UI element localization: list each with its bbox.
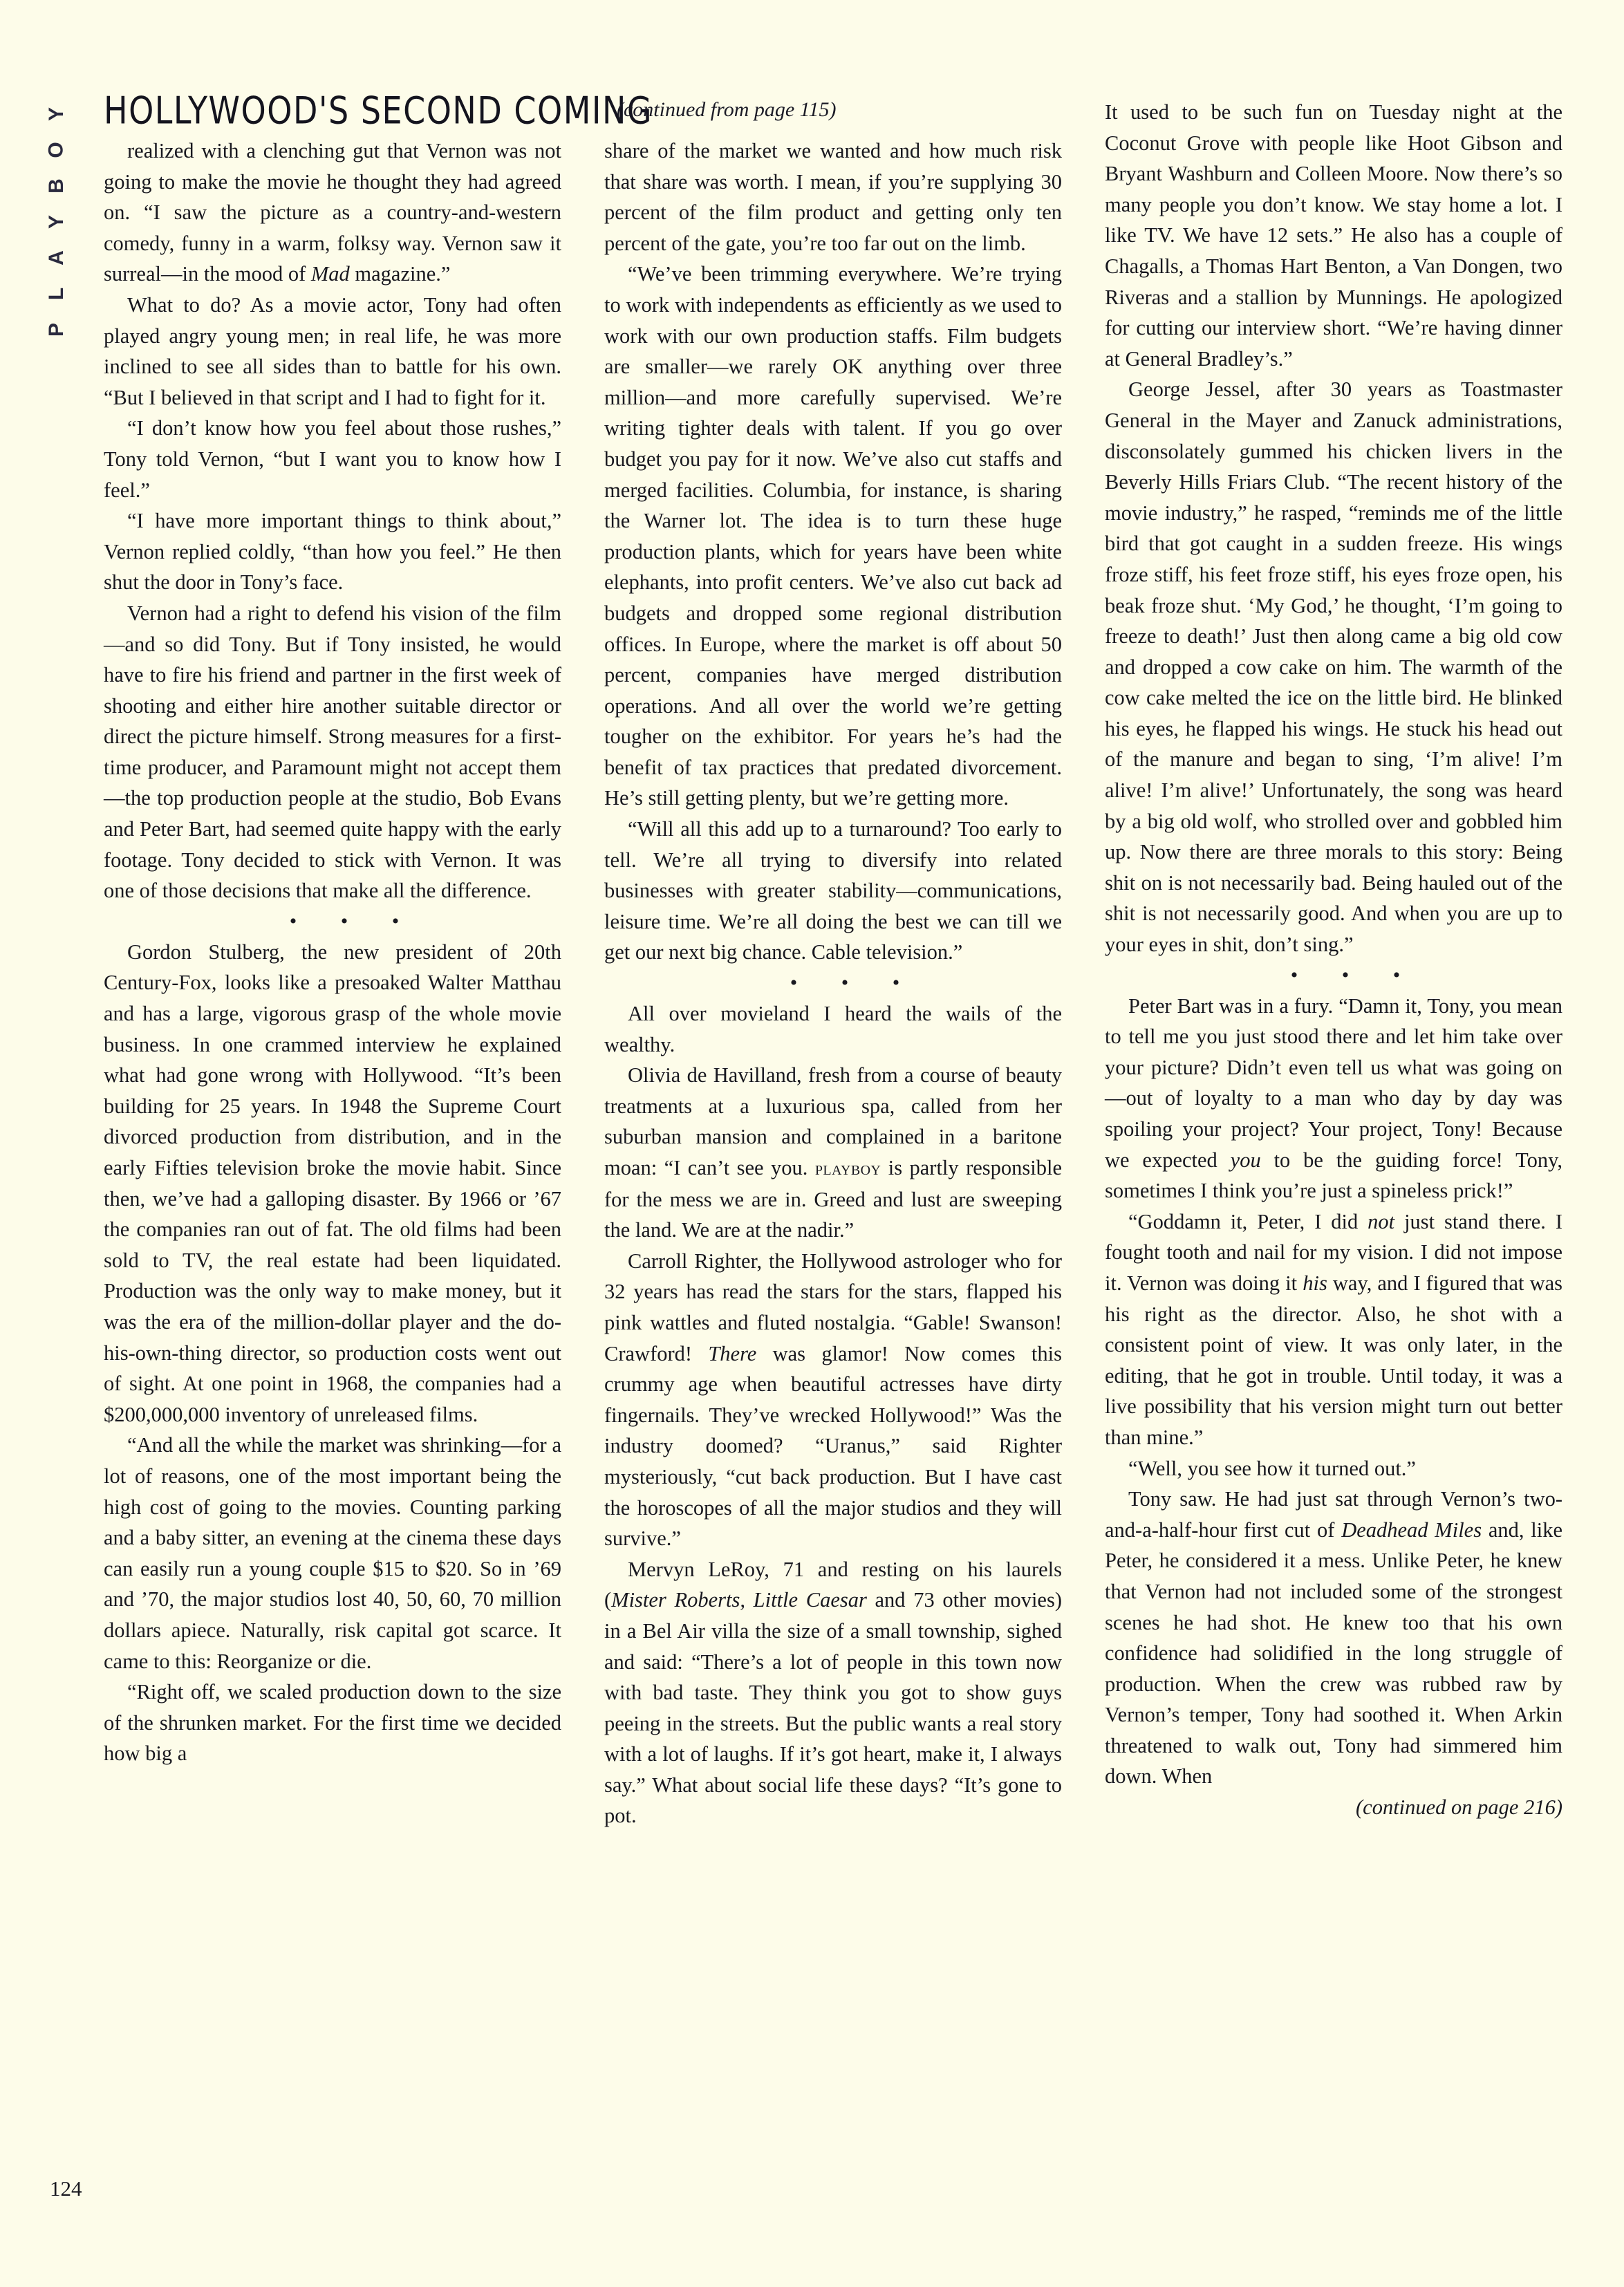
paragraph: realized with a clenching gut that Vernon was not going to make the movie he thought they had agreed on. “I saw the picture as a country-and-western comedy, funny in a warm, folksy way. Vernon saw it surreal—in the mood of Mad magazine.”	[104, 139, 561, 286]
section-separator-dots: • • •	[790, 971, 920, 995]
paragraph: Tony saw. He had just sat through Vernon’s two-and-a-half-hour first cut of Deadhead Miles and, like Peter, he considered it a mess. Unlike Peter, he knew that Vernon had not included some of the strongest scenes he had shot. He knew too that his own confidence had solidified in the long struggle of production. When the crew was rubbed raw by Vernon’s temper, Tony had soothed it. When Arkin threatened to walk out, Tony had simmered him down. When	[1105, 1487, 1562, 1789]
paragraph: “I don’t know how you feel about those rushes,” Tony told Vernon, “but I want you to know how I feel.”	[104, 416, 561, 502]
paragraph: share of the market we wanted and how much risk that share was worth. I mean, if you’re supplying 30 percent of the film product and getting only ten percent of the gate, you’re too far out on the limb.	[604, 139, 1062, 255]
paragraph: “I have more important things to think about,” Vernon replied coldly, “than how you feel.” He then shut the door in Tony’s face.	[104, 509, 561, 595]
continued-on-note: (continued on page 216)	[1356, 1795, 1562, 1820]
paragraph: Olivia de Havilland, fresh from a course of beauty treatments at a luxurious spa, called from her suburban mansion and complained in a baritone moan: “I can’t see you. playboy is partly responsible for the mess we are in. Greed and lust are sweeping the land. We are at the nadir.”	[604, 1063, 1063, 1242]
vertical-letter-4: Y	[44, 214, 68, 230]
paragraph: Peter Bart was in a fury. “Damn it, Tony, you mean to tell me you just stood there and let him take over your picture? Didn’t even tell us what was going on—out of loyalty to a man who day by day was spoiling your project? Your project, Tony! Because we expected you to be the guiding force! Tony, sometimes I think you’re just a spineless prick!”	[1105, 993, 1563, 1203]
paragraph: “Right off, we scaled production down to the size of the shrunken market. For the first time we decided how big a	[104, 1680, 561, 1766]
paragraph: “We’ve been trimming everywhere. We’re trying to work with independents as efficiently as we used to work with our own production staffs. Film budgets are smaller—we rarely OK anything over three million—and more carefully supervised. We’re writing tighter deals with talent. If you go over budget you pay for it now. We’ve also cut staffs and merged facilities. Columbia, for instance, is sharing the Warner lot. The idea is to turn these huge production plants, which for years have been white elephants, into profit centers. We’ve also cut back ad budgets and dropped some regional distribution offices. In Europe, where the market is off about 50 percent, companies have merged distribution operations. And all over the world we’re getting tougher on the exhibitor. For years he’s had the benefit of tax practices that predated divorcement. He’s still getting plenty, but we’re getting more.	[604, 262, 1062, 810]
paragraph: Vernon had a right to defend his vision of the film—and so did Tony. But if Tony insisted, he would have to fire his friend and partner in the first week of shooting and either hire another suitable director or direct the picture himself. Strong measures for a first-time producer, and Paramount might not accept them—the top production people at the studio, Bob Evans and Peter Bart, had seemed quite happy with the early footage. Tony decided to stick with Vernon. It was one of those decisions that make all the difference.	[104, 601, 561, 903]
paragraph: Mervyn LeRoy, 71 and resting on his laurels (Mister Roberts, Little Caesar and 73 other movies) in a Bel Air villa the size of a small township, sighed and said: “There’s a lot of people in this town now with bad taste. They think you got to show guys peeing in the streets. But the public wants a real story with a lot of laughs. If it’s got heart, make it, I always say.” What about social life these days? “It’s gone to pot.	[604, 1557, 1062, 1828]
article-title: HOLLYWOOD'S SECOND COMING	[104, 88, 653, 133]
page-number: 124	[50, 2176, 82, 2201]
continued-from-note: (continued from page 115)	[617, 98, 837, 121]
paragraph: All over movieland I heard the wails of the wealthy.	[604, 1002, 1062, 1056]
paragraph: George Jessel, after 30 years as Toastmaster General in the Mayer and Zanuck administrations, disconsolately gummed his chicken livers in the Beverly Hills Friars Club. “The recent history of the movie industry,” he rasped, “reminds me of the little bird that got caught in a sudden freeze. His wings froze stiff, his feet froze stiff, his eyes froze open, his beak froze shut. ‘My God,’ he thought, ‘I’m going to freeze to death!’ Just then along came a big old cow and dropped a cow cake on him. The warmth of the cow cake melted the ice on the little bird. He blinked his eyes, he flapped his wings. He stuck his head out of the manure and began to sing, ‘I’m alive! I’m alive! I’m alive!’ Unfortunately, the song was heard by a big old wolf, who strolled over and gobbled him up. Now there are three morals to this story: Being shit on is not necessarily bad. Being hauled out of the shit is not necessarily good. And when you are up to your eyes in shit, don’t sing.”	[1105, 377, 1562, 957]
paragraph: “Will all this add up to a turnaround? Too early to tell. We’re all trying to diversify into related businesses with greater stability—communications, leisure time. We’re all doing the best we can till we get our next big chance. Cable television.”	[604, 817, 1062, 964]
column-2	[604, 136, 1062, 1862]
section-separator-dots: • • •	[1290, 963, 1420, 987]
paragraph: “Goddamn it, Peter, I did not just stand there. I fought tooth and nail for my vision. I did not impose it. Vernon was doing it his way, and I figured that was his right as the director. Also, he shot with a consistent point of view. It was only later, in the editing, that he got in trouble. Until today, it was a live possibility that his version might turn out better than mine.”	[1105, 1209, 1562, 1449]
column-1	[104, 136, 561, 1862]
vertical-letter-5: A	[44, 250, 68, 265]
vertical-letter-7: P	[44, 322, 68, 337]
section-separator-dots: • • •	[289, 909, 419, 933]
paragraph: Carroll Righter, the Hollywood astrologer who for 32 years has read the stars for the stars, flapped his pink wattles and fluted nostalgia. “Gable! Swanson! Crawford! There was glamor! Now comes this crummy age when beautiful actresses have dirty fingernails. They’ve wrecked Hollywood!” Was the industry doomed? “Uranus,” said Righter mysteriously, “cut back production. But I have cast the horoscopes of all the major studios and they will survive.”	[604, 1249, 1062, 1551]
paragraph: It used to be such fun on Tuesday night at the Coconut Grove with people like Hoot Gibson and Bryant Washburn and Colleen Moore. Now there’s so many people you don’t know. We stay home a lot. I like TV. We have 12 sets.” He also has a couple of Chagalls, a Thomas Hart Benton, a Van Dongen, two Riveras and a stallion by Munnings. He apologized for cutting our interview short. “We’re having dinner at General Bradley’s.”	[1105, 100, 1562, 371]
vertical-letter-6: L	[44, 287, 68, 301]
paragraph: What to do? As a movie actor, Tony had often played angry young men; in real life, he was more inclined to see all sides than to battle for his own. “But I believed in that script and I had to fight for it.	[104, 292, 561, 409]
column-3	[1105, 97, 1562, 1823]
vertical-letter-1: Y	[44, 106, 68, 122]
vertical-playboy-running-head	[36, 104, 77, 340]
vertical-letter-2: O	[45, 142, 68, 158]
vertical-letter-3: B	[44, 178, 68, 194]
paragraph: “Well, you see how it turned out.”	[1128, 1456, 1416, 1480]
paragraph: “And all the while the market was shrinking—for a lot of reasons, one of the most important being the high cost of going to the movies. Counting parking and a baby sitter, an evening at the cinema these days can easily run a young couple $15 to $20. So in ’69 and ’70, the major studios lost 40, 50, 60, 70 million dollars apiece. Naturally, risk capital got scarce. It came to this: Reorganize or die.	[104, 1433, 561, 1673]
paragraph: Gordon Stulberg, the new president of 20th Century-Fox, looks like a presoaked Walter Matthau and has a large, vigorous grasp of the whole movie business. In one crammed interview he explained what had gone wrong with Hollywood. “It’s been building for 25 years. In 1948 the Supreme Court divorced production from distribution, and in the early Fifties television broke the movie habit. Since then, we’ve had a galloping disaster. By 1966 or ’67 the companies ran out of fat. The old films had been sold to TV, the real estate had been liquidated. Production was the only way to make money, but it was the era of the million-dollar player and the do-his-own-thing director, so production costs went out of sight. At one point in 1968, the companies had a $200,000,000 inventory of unreleased films.	[104, 940, 561, 1426]
